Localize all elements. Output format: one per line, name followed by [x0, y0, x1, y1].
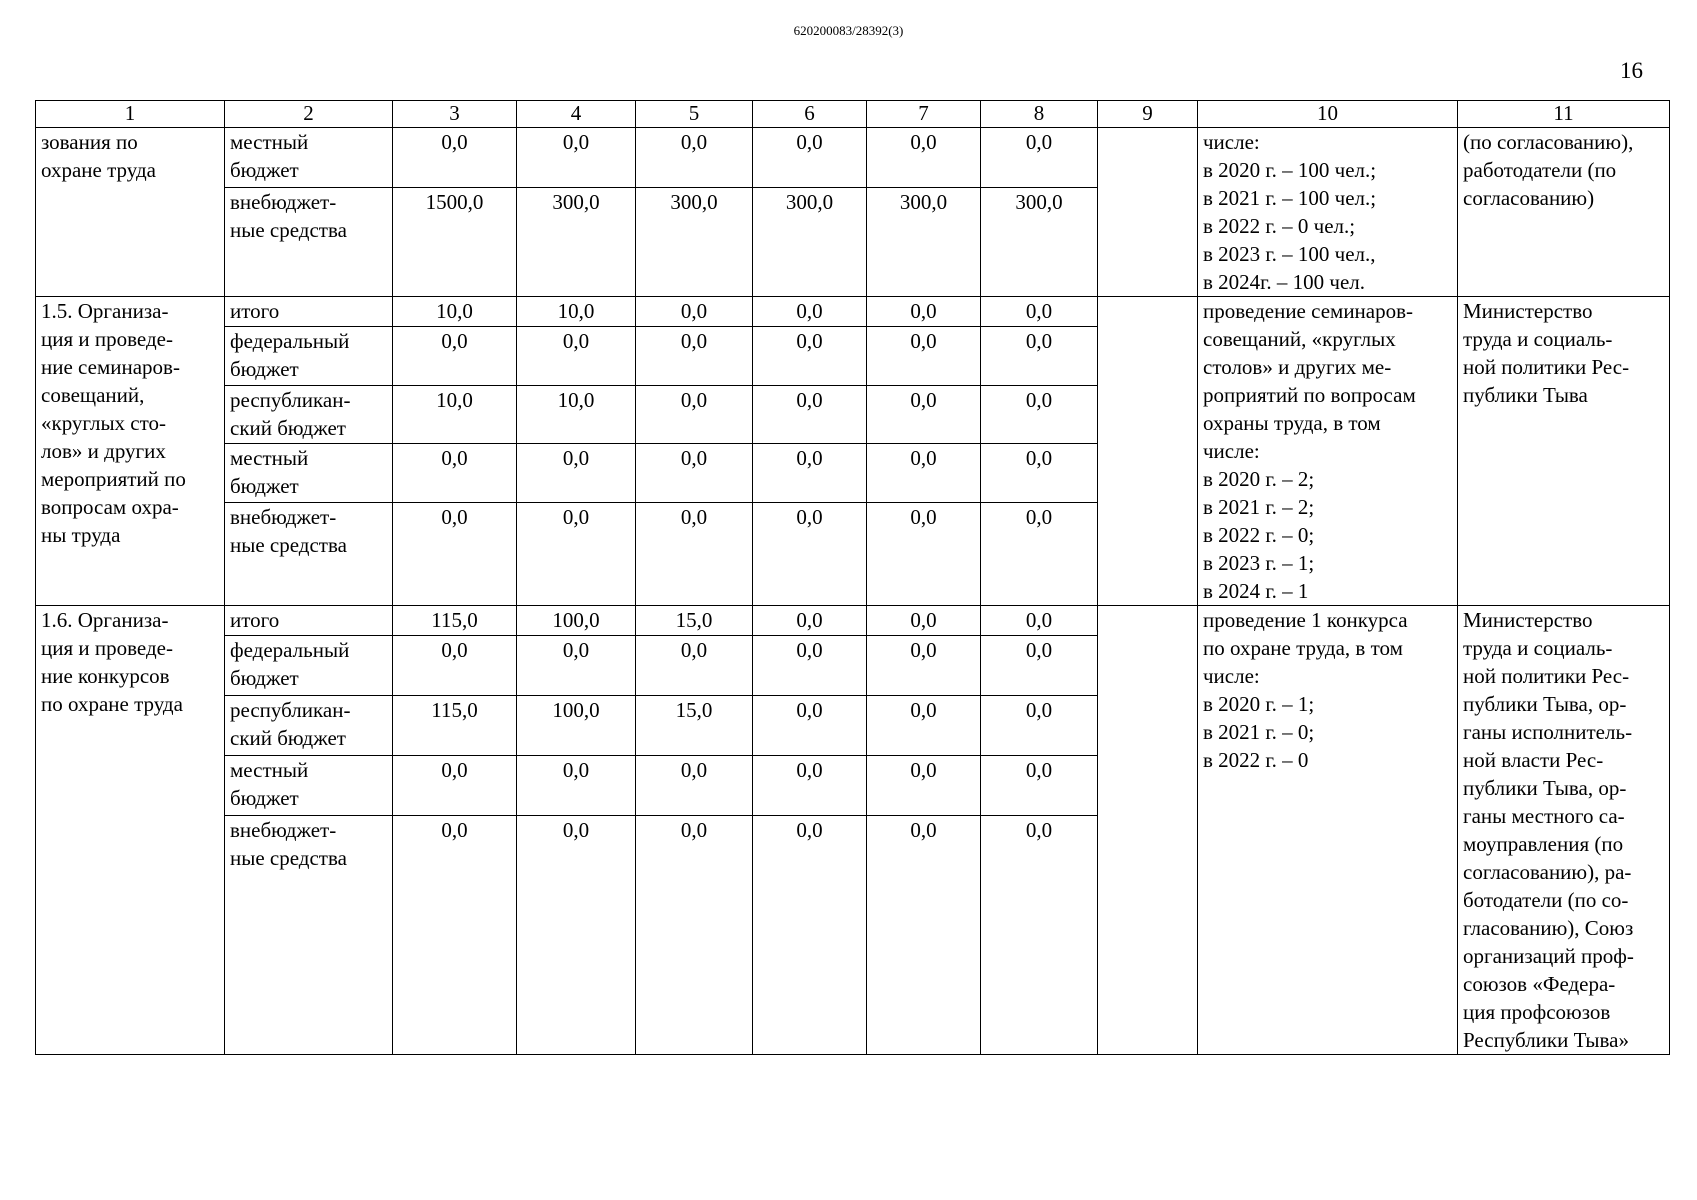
funding-source-line: бюджет: [230, 474, 299, 499]
funding-source-line: республикан-: [230, 698, 351, 723]
amount-cell-col4: 0,0: [517, 502, 636, 605]
funding-source-line: итого: [230, 608, 280, 632]
expected-result: [1203, 128, 1452, 296]
activity-name-line: ция и проведе-: [41, 636, 173, 660]
document-id: 620200083/28392(3): [793, 23, 904, 38]
amount-cell-col3: 115,0: [393, 606, 517, 636]
column-header-5: 5: [636, 101, 753, 128]
funding-source-cell: [225, 385, 393, 444]
executor: [1463, 606, 1664, 1054]
page-number: 16: [1620, 58, 1643, 83]
amount-cell-col6: 0,0: [753, 815, 867, 1054]
column-header-1: 1: [36, 101, 225, 128]
amount-cell-col5: 15,0: [636, 696, 753, 756]
funding-source-line: ные средства: [230, 532, 347, 557]
column-9-cell: [1098, 297, 1198, 606]
expected-result-line: числе:: [1203, 664, 1260, 688]
amount-cell-col5: 0,0: [636, 815, 753, 1054]
amount-cell-col4: 10,0: [517, 297, 636, 327]
expected-result-line: роприятий по вопросам: [1203, 383, 1416, 407]
expected-result-line: числе:: [1203, 130, 1260, 154]
funding-source-line: ский бюджет: [230, 415, 346, 440]
activity-name-line: ны труда: [41, 523, 121, 547]
expected-result-line: в 2023 г. – 1;: [1203, 551, 1315, 575]
expected-result-line: проведение семинаров-: [1203, 299, 1414, 323]
funding-source-line: бюджет: [230, 356, 299, 381]
funding-source-cell: [225, 188, 393, 297]
activity-name-line: ние семинаров-: [41, 355, 180, 379]
amount-cell-col3: 10,0: [393, 297, 517, 327]
activity-name-line: «круглых сто-: [41, 411, 167, 435]
amount-cell-col6: 0,0: [753, 606, 867, 636]
funding-source-line: местный: [230, 757, 309, 782]
activity-name-line: 1.5. Организа-: [41, 299, 169, 323]
executor-line: ботодатели (по со-: [1463, 888, 1629, 912]
expected-result-line: в 2020 г. – 2;: [1203, 467, 1315, 491]
funding-source: [230, 696, 387, 752]
amount-cell-col7: 0,0: [867, 297, 981, 327]
amount-cell-col7: 0,0: [867, 444, 981, 503]
executor-line: публики Тыва: [1463, 383, 1588, 407]
amount-cell-col3: 1500,0: [393, 188, 517, 297]
expected-result-line: в 2020 г. – 100 чел.;: [1203, 158, 1377, 182]
column-header-3: 3: [393, 101, 517, 128]
expected-result-line: столов» и других ме-: [1203, 355, 1392, 379]
amount-cell-col6: 0,0: [753, 385, 867, 444]
executor-line: ганы исполнитель-: [1463, 720, 1633, 744]
funding-source-line: ные средства: [230, 218, 347, 243]
amount-cell-col6: 0,0: [753, 444, 867, 503]
funding-source: [230, 816, 387, 872]
amount-cell-col5: 0,0: [636, 385, 753, 444]
amount-cell-col3: 0,0: [393, 502, 517, 605]
amount-cell-col8: 0,0: [981, 297, 1098, 327]
amount-cell-col5: 300,0: [636, 188, 753, 297]
funding-source-cell: [225, 606, 393, 636]
amount-cell-col6: 0,0: [753, 297, 867, 327]
amount-cell-col4: 0,0: [517, 815, 636, 1054]
table-row: [36, 128, 1670, 188]
executor-line: ной политики Рес-: [1463, 355, 1630, 379]
activity-name-line: ние конкурсов: [41, 664, 170, 688]
expected-result-line: в 2024г. – 100 чел.: [1203, 270, 1366, 294]
amount-cell-col4: 300,0: [517, 188, 636, 297]
activity-name: [41, 606, 219, 718]
funding-source-cell: [225, 502, 393, 605]
expected-result-line: в 2023 г. – 100 чел.,: [1203, 242, 1376, 266]
funding-source: [230, 444, 387, 500]
amount-cell-col8: 0,0: [981, 128, 1098, 188]
expected-result-line: совещаний, «круглых: [1203, 327, 1396, 351]
expected-result-line: в 2021 г. – 2;: [1203, 495, 1315, 519]
amount-cell-col6: 300,0: [753, 188, 867, 297]
executor-line: союзов «Федера-: [1463, 972, 1616, 996]
funding-source-line: местный: [230, 446, 309, 471]
amount-cell-col7: 300,0: [867, 188, 981, 297]
column-9-cell: [1098, 606, 1198, 1055]
column-9-cell: [1098, 128, 1198, 297]
funding-source-line: бюджет: [230, 158, 299, 182]
amount-cell-col3: 0,0: [393, 128, 517, 188]
amount-cell-col6: 0,0: [753, 755, 867, 815]
amount-cell-col8: 0,0: [981, 444, 1098, 503]
funding-source: [230, 606, 387, 634]
amount-cell-col5: 0,0: [636, 326, 753, 385]
executor-line: труда и социаль-: [1463, 327, 1613, 351]
amount-cell-col7: 0,0: [867, 755, 981, 815]
funding-source-line: внебюджет-: [230, 190, 337, 215]
funding-source: [230, 297, 387, 325]
expected-result-line: в 2022 г. – 0 чел.;: [1203, 214, 1356, 238]
activity-name-line: мероприятий по: [41, 467, 186, 491]
amount-cell-col8: 0,0: [981, 385, 1098, 444]
amount-cell-col5: 0,0: [636, 297, 753, 327]
column-header-7: 7: [867, 101, 981, 128]
amount-cell-col7: 0,0: [867, 502, 981, 605]
executor-line: (по согласованию),: [1463, 130, 1634, 154]
activity-name-line: ция и проведе-: [41, 327, 173, 351]
column-header-11: 11: [1458, 101, 1670, 128]
executor-line: моуправления (по: [1463, 832, 1624, 856]
activity-name-line: по охране труда: [41, 692, 183, 716]
executor-line: публики Тыва, ор-: [1463, 692, 1627, 716]
amount-cell-col5: 0,0: [636, 444, 753, 503]
amount-cell-col8: 0,0: [981, 696, 1098, 756]
expected-result-line: числе:: [1203, 439, 1260, 463]
amount-cell-col5: 0,0: [636, 502, 753, 605]
expected-result-cell: [1198, 128, 1458, 297]
amount-cell-col4: 10,0: [517, 385, 636, 444]
activity-name-line: лов» и других: [41, 439, 166, 463]
funding-source-cell: [225, 815, 393, 1054]
executor-line: Республики Тыва»: [1463, 1028, 1629, 1052]
funding-source-line: федеральный: [230, 328, 350, 353]
amount-cell-col5: 15,0: [636, 606, 753, 636]
expected-result-line: по охране труда, в том: [1203, 636, 1403, 660]
budget-table: [35, 100, 1670, 1055]
executor-line: ция профсоюзов: [1463, 1000, 1611, 1024]
executor-line: ной власти Рес-: [1463, 748, 1604, 772]
expected-result: [1203, 297, 1452, 605]
expected-result: [1203, 606, 1452, 774]
expected-result-line: в 2024 г. – 1: [1203, 579, 1309, 603]
expected-result-line: в 2022 г. – 0: [1203, 748, 1309, 772]
funding-source-line: итого: [230, 299, 280, 323]
amount-cell-col8: 300,0: [981, 188, 1098, 297]
table-row: [36, 606, 1670, 636]
executor: [1463, 128, 1664, 212]
amount-cell-col5: 0,0: [636, 636, 753, 696]
amount-cell-col7: 0,0: [867, 128, 981, 188]
column-header-9: 9: [1098, 101, 1198, 128]
funding-source-line: местный: [230, 130, 309, 154]
amount-cell-col8: 0,0: [981, 815, 1098, 1054]
funding-source-line: бюджет: [230, 785, 299, 810]
expected-result-line: охраны труда, в том: [1203, 411, 1381, 435]
amount-cell-col3: 115,0: [393, 696, 517, 756]
funding-source-cell: [225, 297, 393, 327]
executor-line: гласованию), Союз: [1463, 916, 1634, 940]
amount-cell-col5: 0,0: [636, 128, 753, 188]
amount-cell-col6: 0,0: [753, 502, 867, 605]
funding-source-cell: [225, 696, 393, 756]
funding-source: [230, 386, 387, 442]
amount-cell-col7: 0,0: [867, 636, 981, 696]
amount-cell-col3: 0,0: [393, 636, 517, 696]
amount-cell-col4: 100,0: [517, 606, 636, 636]
activity-name-line: 1.6. Организа-: [41, 608, 169, 632]
amount-cell-col7: 0,0: [867, 815, 981, 1054]
amount-cell-col6: 0,0: [753, 696, 867, 756]
amount-cell-col4: 0,0: [517, 636, 636, 696]
funding-source-line: республикан-: [230, 387, 351, 412]
activity-name-line: охране труда: [41, 158, 156, 182]
amount-cell-col7: 0,0: [867, 385, 981, 444]
executor-line: ной политики Рес-: [1463, 664, 1630, 688]
activity-name: [41, 297, 219, 549]
amount-cell-col7: 0,0: [867, 326, 981, 385]
funding-source-line: федеральный: [230, 638, 350, 663]
funding-source: [230, 756, 387, 812]
amount-cell-col6: 0,0: [753, 128, 867, 188]
column-header-10: 10: [1198, 101, 1458, 128]
executor-line: Министерство: [1463, 608, 1593, 632]
amount-cell-col4: 0,0: [517, 128, 636, 188]
column-header-6: 6: [753, 101, 867, 128]
amount-cell-col7: 0,0: [867, 696, 981, 756]
expected-result-line: проведение 1 конкурса: [1203, 608, 1408, 632]
column-header-4: 4: [517, 101, 636, 128]
amount-cell-col3: 10,0: [393, 385, 517, 444]
executor-line: труда и социаль-: [1463, 636, 1613, 660]
amount-cell-col8: 0,0: [981, 636, 1098, 696]
expected-result-line: в 2021 г. – 100 чел.;: [1203, 186, 1377, 210]
activity-name-line: вопросам охра-: [41, 495, 179, 519]
amount-cell-col7: 0,0: [867, 606, 981, 636]
funding-source: [230, 128, 387, 184]
funding-source-line: внебюджет-: [230, 504, 337, 529]
funding-source: [230, 188, 387, 244]
funding-source-line: бюджет: [230, 666, 299, 691]
executor-cell: [1458, 606, 1670, 1055]
executor-line: согласованию), ра-: [1463, 860, 1632, 884]
executor-line: согласованию): [1463, 186, 1595, 210]
amount-cell-col6: 0,0: [753, 636, 867, 696]
expected-result-cell: [1198, 297, 1458, 606]
funding-source-cell: [225, 326, 393, 385]
expected-result-cell: [1198, 606, 1458, 1055]
executor-line: Министерство: [1463, 299, 1593, 323]
amount-cell-col8: 0,0: [981, 502, 1098, 605]
funding-source-cell: [225, 128, 393, 188]
amount-cell-col4: 0,0: [517, 755, 636, 815]
amount-cell-col8: 0,0: [981, 326, 1098, 385]
amount-cell-col3: 0,0: [393, 815, 517, 1054]
amount-cell-col4: 0,0: [517, 326, 636, 385]
funding-source-line: ский бюджет: [230, 726, 346, 751]
activity-name-line: совещаний,: [41, 383, 145, 407]
executor-cell: [1458, 297, 1670, 606]
table-row: [36, 297, 1670, 327]
column-header-row: [36, 101, 1670, 128]
funding-source: [230, 503, 387, 559]
executor-line: публики Тыва, ор-: [1463, 776, 1627, 800]
column-header-8: 8: [981, 101, 1098, 128]
expected-result-line: в 2022 г. – 0;: [1203, 523, 1315, 547]
amount-cell-col8: 0,0: [981, 606, 1098, 636]
column-header-2: 2: [225, 101, 393, 128]
executor-line: работодатели (по: [1463, 158, 1617, 182]
executor-cell: [1458, 128, 1670, 297]
amount-cell-col3: 0,0: [393, 326, 517, 385]
amount-cell-col4: 0,0: [517, 444, 636, 503]
amount-cell-col4: 100,0: [517, 696, 636, 756]
funding-source: [230, 636, 387, 692]
activity-name-line: зования по: [41, 130, 138, 154]
activity-name-cell: [36, 297, 225, 606]
funding-source: [230, 327, 387, 383]
funding-source-cell: [225, 444, 393, 503]
executor-line: ганы местного са-: [1463, 804, 1625, 828]
expected-result-line: в 2021 г. – 0;: [1203, 720, 1315, 744]
activity-name-cell: [36, 128, 225, 297]
activity-name: [41, 128, 219, 184]
amount-cell-col6: 0,0: [753, 326, 867, 385]
funding-source-line: внебюджет-: [230, 817, 337, 842]
funding-source-line: ные средства: [230, 845, 347, 870]
funding-source-cell: [225, 755, 393, 815]
amount-cell-col3: 0,0: [393, 444, 517, 503]
funding-source-cell: [225, 636, 393, 696]
amount-cell-col5: 0,0: [636, 755, 753, 815]
amount-cell-col8: 0,0: [981, 755, 1098, 815]
expected-result-line: в 2020 г. – 1;: [1203, 692, 1315, 716]
executor-line: организаций проф-: [1463, 944, 1634, 968]
amount-cell-col3: 0,0: [393, 755, 517, 815]
executor: [1463, 297, 1664, 409]
activity-name-cell: [36, 606, 225, 1055]
